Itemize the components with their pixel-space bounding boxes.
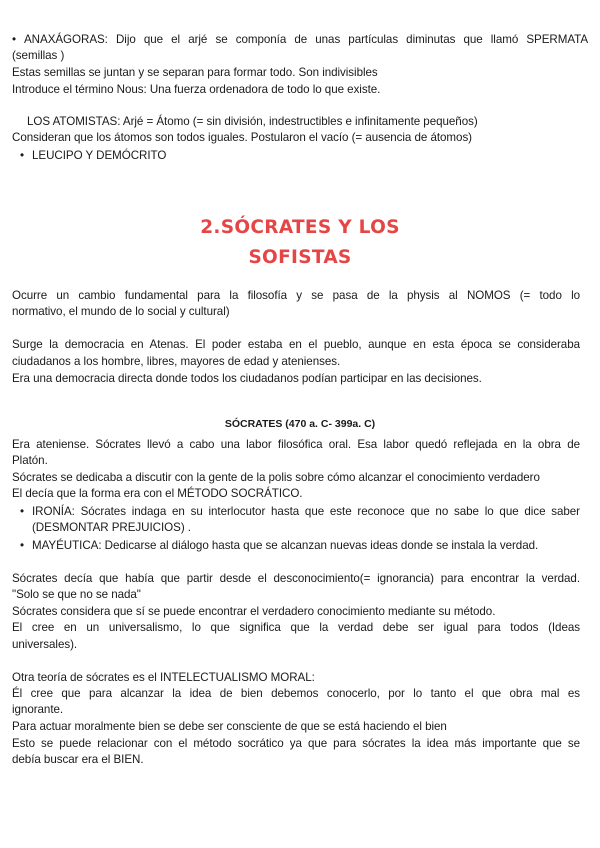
- socrates-p2-line-4: El cree en un universalismo, lo que significa que la verdad debe ser igual para todos (Ideas: [12, 621, 580, 634]
- semillas-line: Estas semillas se juntan y se separan para formar todo. Son indivisibles: [12, 66, 378, 79]
- context-p2-line-2: ciudadanos a los hombre, libres, mayores de edad y atenienses.: [12, 355, 341, 368]
- socrates-p3-line-3: ignorante.: [12, 703, 64, 716]
- bullet: •: [20, 149, 25, 162]
- nous-line: Introduce el término Nous: Una fuerza ordenadora de todo lo que existe.: [12, 83, 381, 96]
- anaxagoras-line-1: ANAXÁGORAS: Dijo que el arjé se componía de unas partículas diminutas que llamó SPERMATA: [24, 33, 588, 46]
- socrates-p3-line-6: debía buscar era el BIEN.: [12, 753, 144, 766]
- context-p1-line-2: normativo, el mundo de lo social y cultural): [12, 305, 230, 318]
- bullet: •: [12, 33, 17, 46]
- socrates-line-2: Platón.: [12, 454, 48, 467]
- socrates-p2-line-3: Sócrates considera que sí se puede encontrar el verdadero conocimiento mediante su método.: [12, 605, 496, 618]
- socrates-p3-line-2: Él cree que para alcanzar la idea de bien debemos conocerlo, por lo tanto el que obra mal es: [12, 687, 580, 700]
- socrates-heading: SÓCRATES (470 a. C- 399a. C): [224, 418, 376, 430]
- ironia-line-2: (DESMONTAR PREJUICIOS) .: [32, 521, 191, 534]
- socrates-line-1: Era ateniense. Sócrates llevó a cabo una labor filosófica oral. Esa labor quedó reflejada en la obra de: [12, 438, 580, 451]
- socrates-line-4: El decía que la forma era con el MÉTODO SOCRÁTICO.: [12, 487, 303, 500]
- socrates-p3-line-1: Otra teoría de sócrates es el INTELECTUALISMO MORAL:: [12, 671, 315, 684]
- context-p2-line-1: Surge la democracia en Atenas. El poder estaba en el pueblo, aunque en esta época se consideraba: [12, 338, 580, 351]
- section-title-line-2: SOFISTAS: [248, 247, 352, 268]
- socrates-p2-line-2: "Solo se que no se nada": [12, 588, 141, 601]
- socrates-p3-line-4: Para actuar moralmente bien se debe ser consciente de que se está haciendo el bien: [12, 720, 447, 733]
- context-p1-line-1: Ocurre un cambio fundamental para la filosofía y se pasa de la physis al NOMOS (= todo lo: [12, 289, 580, 302]
- ironia-line-1: IRONÍA: Sócrates indaga en su interlocutor hasta que este reconoce que no sabe lo que dice saber: [32, 505, 580, 518]
- socrates-p3-line-5: Esto se puede relacionar con el método socrático ya que para sócrates la idea más importante que se: [12, 737, 580, 750]
- socrates-line-3: Sócrates se dedicaba a discutir con la gente de la polis sobre cómo alcanzar el conocimiento verdadero: [12, 471, 540, 484]
- leucipo-democrito: LEUCIPO Y DEMÓCRITO: [32, 149, 167, 162]
- mayeutica-line: MAYÉUTICA: Dedicarse al diálogo hasta que se alcanzan nuevas ideas donde se instala la verdad.: [32, 539, 539, 552]
- socrates-p2-line-1: Sócrates decía que había que partir desde el desconocimiento(= ignorancia) para encontrar la verdad.: [12, 572, 580, 585]
- socrates-p2-line-5: universales).: [12, 638, 78, 651]
- bullet: •: [20, 505, 25, 518]
- context-p2-line-3: Era una democracia directa donde todos los ciudadanos podían participar en las decisiones.: [12, 372, 482, 385]
- atomistas-line-2: Consideran que los átomos son todos iguales. Postularon el vacío (= ausencia de átomos): [12, 131, 472, 144]
- anaxagoras-line-2: (semillas ): [12, 49, 65, 62]
- bullet: •: [20, 539, 25, 552]
- atomistas-line-1: LOS ATOMISTAS: Arjé = Átomo (= sin división, indestructibles e infinitamente pequeños): [27, 115, 478, 128]
- section-title-line-1: 2.SÓCRATES Y LOS: [200, 217, 400, 238]
